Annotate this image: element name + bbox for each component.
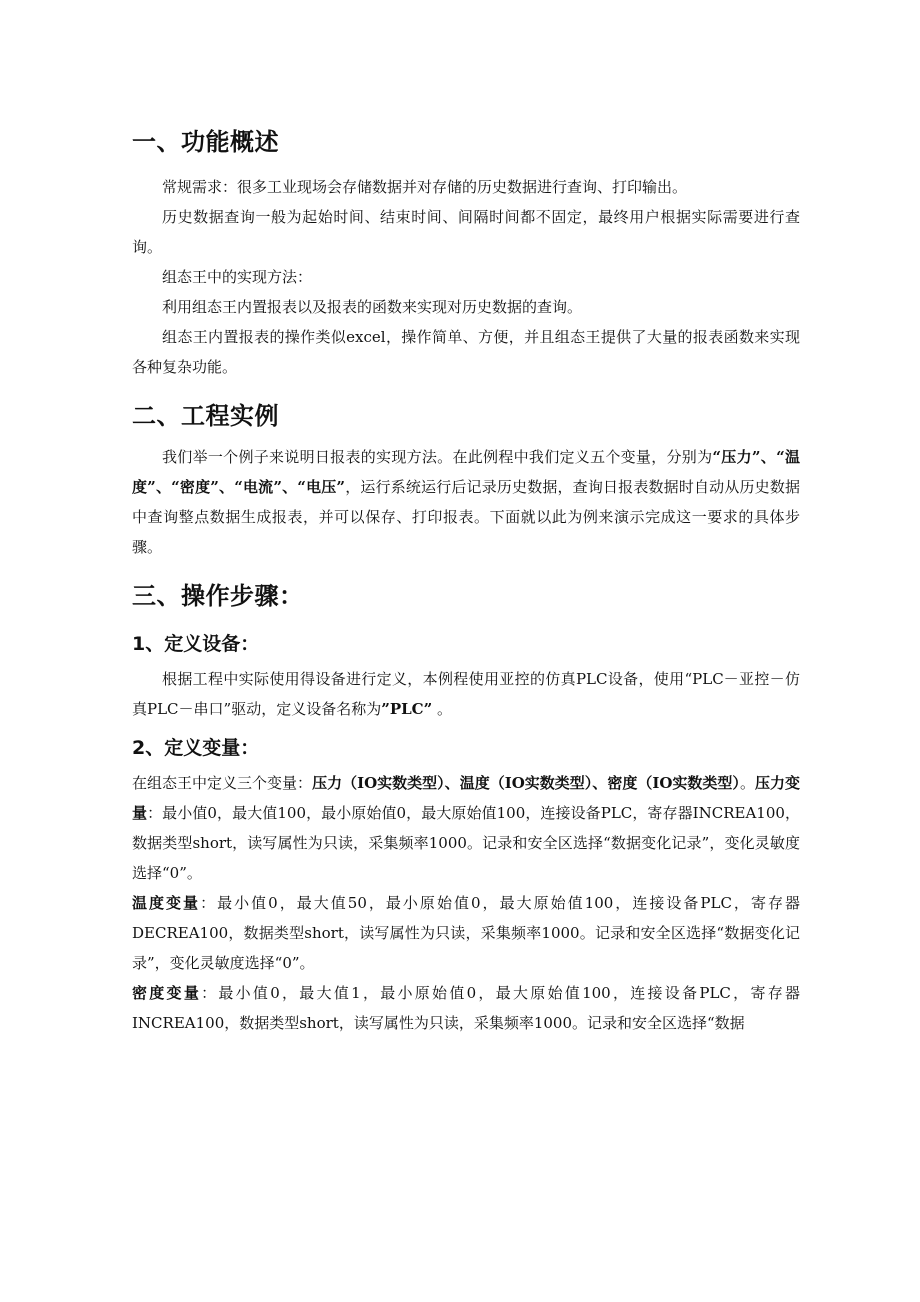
step1-text-b: 。 (432, 700, 453, 718)
density-variable-text: ：最小值0，最大值1，最小原始值0，最大原始值100，连接设备PLC，寄存器INCREA100，数据类型short，读写属性为只读，采集频率1000。记录和安全区选择“数据 (132, 984, 800, 1032)
section1-heading: 一、功能概述 (132, 128, 279, 156)
section1-paragraph-4: 利用组态王内置报表以及报表的函数来实现对历史数据的查询。 (162, 298, 583, 316)
section2-heading: 二、工程实例 (132, 402, 279, 430)
step1-device-name: ”PLC” (381, 700, 433, 718)
section1-body (132, 172, 800, 382)
temperature-paragraph (132, 888, 800, 978)
step1-heading: 1、定义设备： (132, 633, 260, 655)
step2-intro (132, 768, 800, 888)
density-paragraph (132, 978, 800, 1038)
section1-paragraph-1: 常规需求：很多工业现场会存储数据并对存储的历史数据进行查询、打印输出。 (162, 178, 688, 196)
pressure-variable-text: ：最小值0，最大值100，最小原始值0，最大原始值100，连接设备PLC，寄存器INCREA100，数据类型short，读写属性为只读，采集频率1000。记录和安全区选择“数据变化记录”，变化灵敏度选择“0”。 (132, 804, 800, 882)
step1-text-a: 根据工程中实际使用得设备进行定义，本例程使用亚控的仿真PLC设备，使用“PLC－亚控－仿真PLC－串口”驱动，定义设备名称为 (132, 670, 800, 718)
step1-paragraph (132, 664, 800, 724)
step2-intro-a: 在组态王中定义三个变量： (132, 774, 313, 792)
section2-text-b: ，运行系统运行后记录历史数据，查询日报表数据时自动从历史数据中查询整点数据生成报表，并可以保存、打印报表。下面就以此为例来演示完成这一要求的具体步骤。 (132, 478, 800, 556)
temperature-variable-text: ：最小值0，最大值50，最小原始值0，最大原始值100，连接设备PLC，寄存器DECREA100，数据类型short，读写属性为只读，采集频率1000。记录和安全区选择“数据变化记录”，变化灵敏度选择“0”。 (132, 894, 800, 972)
section1-paragraph-3: 组态王中的实现方法： (162, 268, 313, 286)
document-content (132, 118, 800, 1038)
section2-body (132, 442, 800, 562)
step2-heading: 2、定义变量： (132, 737, 260, 759)
section3-heading: 三、操作步骤： (132, 582, 304, 610)
section2-paragraph (132, 442, 800, 562)
section3-body (132, 624, 800, 1038)
step2-intro-bold: 压力（IO实数类型）、温度（IO实数类型）、密度（IO实数类型） (312, 774, 740, 792)
pressure-variable-label: 压力变量 (132, 774, 800, 822)
section1-paragraph-5: 组态王内置报表的操作类似excel，操作简单、方便，并且组态王提供了大量的报表函数来实现各种复杂功能。 (132, 328, 800, 376)
density-variable-label: 密度变量 (132, 984, 202, 1002)
temperature-variable-label: 温度变量 (132, 894, 201, 912)
section1-paragraph-2: 历史数据查询一般为起始时间、结束时间、间隔时间都不固定，最终用户根据实际需要进行查询。 (132, 208, 800, 256)
step2-intro-b: 。 (739, 774, 755, 792)
section2-variable-list: “压力”、“温度”、“密度”、“电流”、“电压” (132, 448, 800, 496)
section2-text-a: 我们举一个例子来说明日报表的实现方法。在此例程中我们定义五个变量，分别为 (162, 448, 713, 466)
